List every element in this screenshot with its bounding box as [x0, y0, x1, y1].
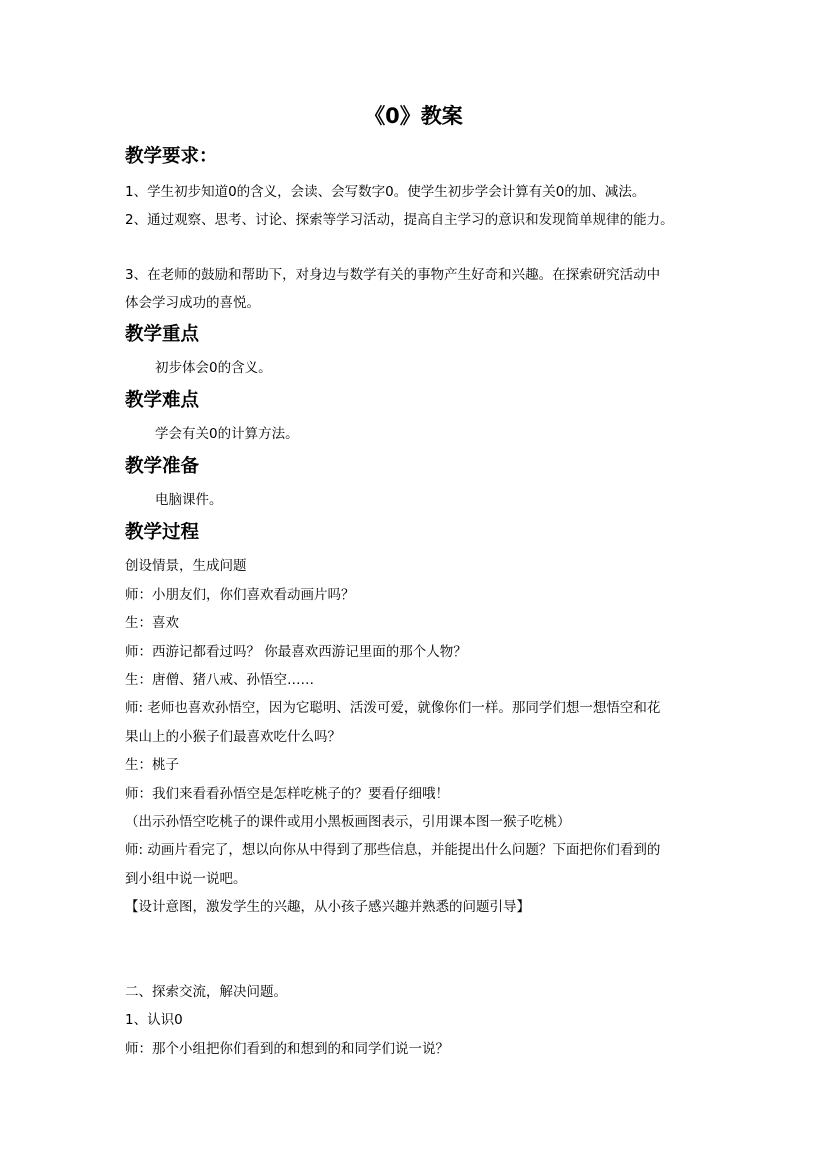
process-line: 果山上的小猴子们最喜欢吃什么吗？: [125, 729, 341, 745]
requirement-item-3-cont: 体会学习成功的喜悦。: [125, 295, 260, 311]
process-line: 师: 老师也喜欢孙悟空，因为它聪明、活泼可爱，就像你们一样。那同学们想一想悟空和花: [125, 700, 661, 716]
heading-difficulty: 教学难点: [125, 390, 200, 411]
process-line: 生：桃子: [125, 757, 179, 773]
process-line: 师: 动画片看完了，想以向你从中得到了那些信息，并能提出什么问题？下面把你们看到的: [125, 842, 661, 858]
process-line: 到小组中说一说吧。: [125, 871, 247, 887]
requirement-item-2: 2、通过观察、思考、讨论、探索等学习活动，提高自主学习的意识和发现简单规律的能力。: [125, 212, 674, 228]
process-line: 创设情景，生成问题: [125, 558, 247, 574]
process-line: 师：那个小组把你们看到的和想到的和同学们说一说？: [125, 1041, 449, 1057]
process-line: 生：喜欢: [125, 615, 179, 631]
document-title: 《0》教案: [364, 104, 463, 128]
process-line: 二、探索交流，解决问题。: [125, 984, 287, 1000]
heading-preparation: 教学准备: [125, 456, 200, 477]
process-line: （出示孙悟空吃桃子的课件或用小黑板画图表示，引用课本图一猴子吃桃）: [125, 814, 571, 830]
heading-requirements: 教学要求：: [125, 146, 218, 167]
process-line: 师：西游记都看过吗？ 你最喜欢西游记里面的那个人物？: [125, 644, 467, 660]
process-line: 1、认识0: [125, 1012, 183, 1028]
key-point-text: 初步体会0的含义。: [155, 360, 272, 376]
requirement-item-3: 3、在老师的鼓励和帮助下，对身边与数学有关的事物产生好奇和兴趣。在探索研究活动中: [125, 267, 661, 283]
process-line: 师：小朋友们，你们喜欢看动画片吗？: [125, 587, 355, 603]
requirement-item-1: 1、学生初步知道0的含义，会读、会写数字0。使学生初步学会计算有关0的加、减法。: [125, 184, 646, 200]
heading-process: 教学过程: [125, 522, 200, 543]
difficulty-text: 学会有关0的计算方法。: [155, 426, 299, 442]
design-intent-note: 【设计意图，激发学生的兴趣，从小孩子感兴趣并熟悉的问题引导】: [125, 899, 530, 915]
heading-key-point: 教学重点: [125, 324, 200, 345]
process-line: 生：唐僧、猪八戒、孙悟空……: [125, 672, 314, 688]
preparation-text: 电脑课件。: [155, 492, 223, 508]
process-line: 师：我们来看看孙悟空是怎样吃桃子的？要看仔细哦！: [125, 786, 449, 802]
